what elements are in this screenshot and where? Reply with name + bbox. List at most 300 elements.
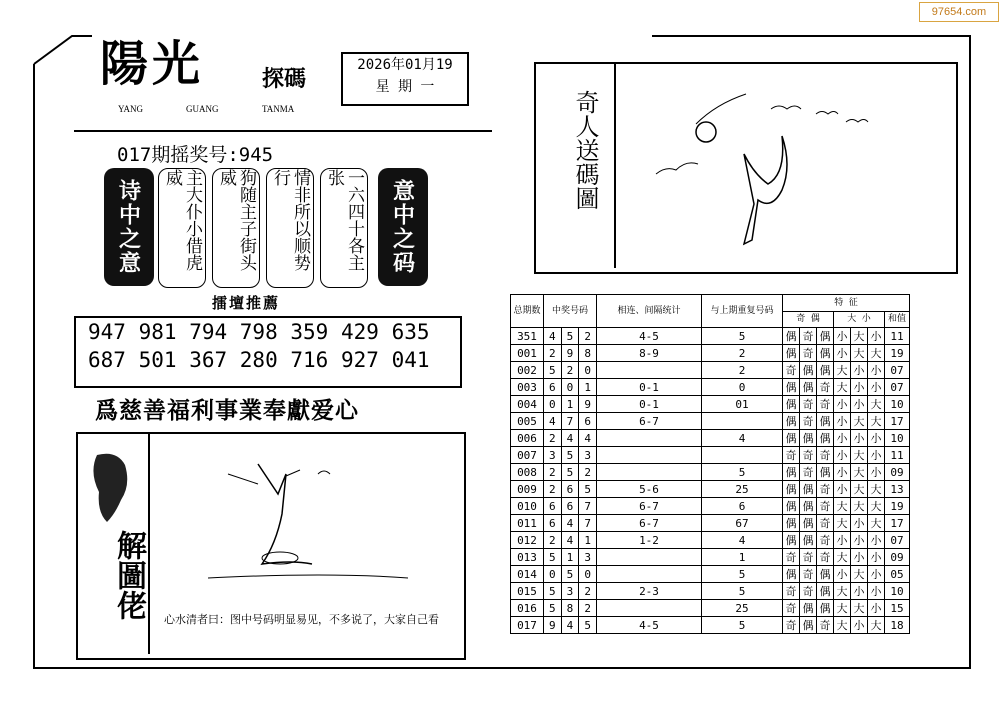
table-row <box>511 430 910 447</box>
big-small-cell: 小 <box>834 345 851 362</box>
poem-right-badge: 意中之码 <box>378 168 428 286</box>
number-digit-cell: 4 <box>579 430 597 447</box>
big-small-cell: 小 <box>868 328 885 345</box>
number-digit-cell: 2 <box>544 481 562 498</box>
big-small-cell: 大 <box>834 617 851 634</box>
odd-even-cell: 奇 <box>817 498 834 515</box>
odd-even-cell: 偶 <box>800 430 817 447</box>
table-row <box>511 464 910 481</box>
sum-cell: 10 <box>885 396 910 413</box>
odd-even-cell: 奇 <box>817 481 834 498</box>
big-small-cell: 大 <box>851 413 868 430</box>
repeat-cell: 5 <box>702 328 783 345</box>
big-small-cell: 大 <box>834 583 851 600</box>
number-digit-cell: 0 <box>544 566 562 583</box>
big-small-cell: 小 <box>851 532 868 549</box>
link-cell: 4-5 <box>597 617 702 634</box>
big-small-cell: 大 <box>834 379 851 396</box>
table-row <box>511 481 910 498</box>
number-digit-cell: 2 <box>544 430 562 447</box>
page-subtitle: 探碼 <box>262 66 307 92</box>
clue-text: 心水清者曰：图中号码明显易见，不多说了，大家自己看 <box>164 613 439 626</box>
sum-cell: 17 <box>885 515 910 532</box>
link-cell: 8-9 <box>597 345 702 362</box>
big-small-cell: 小 <box>868 600 885 617</box>
number-digit-cell: 3 <box>579 447 597 464</box>
sum-cell: 18 <box>885 617 910 634</box>
link-cell <box>597 566 702 583</box>
number-digit-cell: 6 <box>544 379 562 396</box>
table-row <box>511 600 910 617</box>
odd-even-cell: 偶 <box>783 345 800 362</box>
big-small-cell: 大 <box>834 549 851 566</box>
odd-even-cell: 偶 <box>783 328 800 345</box>
draw-label: 017期摇奖号: <box>117 144 239 166</box>
sum-cell: 09 <box>885 549 910 566</box>
charity-slogan: 爲慈善福利事業奉獻爱心 <box>95 397 359 424</box>
table-row <box>511 566 910 583</box>
repeat-cell: 25 <box>702 481 783 498</box>
number-digit-cell: 4 <box>561 515 579 532</box>
odd-even-cell: 偶 <box>817 413 834 430</box>
number-digit-cell: 8 <box>561 600 579 617</box>
sum-cell: 19 <box>885 345 910 362</box>
big-small-cell: 大 <box>851 345 868 362</box>
col-repeat: 与上期重复号码 <box>702 295 783 328</box>
recommend-number: 429 <box>340 320 379 344</box>
period-cell: 004 <box>511 396 544 413</box>
table-row <box>511 498 910 515</box>
col-sum: 和值 <box>885 311 910 328</box>
number-digit-cell: 1 <box>579 532 597 549</box>
recommend-number: 041 <box>391 348 430 372</box>
recommend-numbers-box <box>74 316 462 388</box>
big-small-cell: 大 <box>834 600 851 617</box>
number-digit-cell: 0 <box>579 566 597 583</box>
big-small-cell: 大 <box>834 498 851 515</box>
big-small-cell: 大 <box>851 481 868 498</box>
number-digit-cell: 4 <box>544 328 562 345</box>
big-small-cell: 小 <box>851 617 868 634</box>
link-cell: 6-7 <box>597 515 702 532</box>
number-digit-cell: 9 <box>561 345 579 362</box>
sun-deer-sketch <box>636 74 936 254</box>
big-small-cell: 大 <box>868 515 885 532</box>
link-cell <box>597 464 702 481</box>
link-cell <box>597 549 702 566</box>
big-small-cell: 小 <box>834 328 851 345</box>
picture-divider <box>148 434 150 654</box>
table-row <box>511 515 910 532</box>
link-cell <box>597 430 702 447</box>
sum-cell: 10 <box>885 430 910 447</box>
odd-even-cell: 偶 <box>783 464 800 481</box>
big-small-cell: 大 <box>851 600 868 617</box>
table-row <box>511 413 910 430</box>
recommend-label: 擂壇推薦 <box>212 294 281 312</box>
period-cell: 005 <box>511 413 544 430</box>
number-digit-cell: 5 <box>579 617 597 634</box>
number-digit-cell: 3 <box>544 447 562 464</box>
big-small-cell: 小 <box>834 430 851 447</box>
odd-even-cell: 偶 <box>800 515 817 532</box>
recommend-number: 280 <box>239 348 278 372</box>
period-cell: 351 <box>511 328 544 345</box>
odd-even-cell: 奇 <box>783 447 800 464</box>
recommend-number: 947 <box>88 320 126 344</box>
link-cell: 0-1 <box>597 379 702 396</box>
big-small-cell: 小 <box>851 583 868 600</box>
pinyin-guang: GUANG <box>186 104 219 114</box>
number-digit-cell: 4 <box>544 413 562 430</box>
table-row <box>511 549 910 566</box>
sum-cell: 07 <box>885 532 910 549</box>
number-digit-cell: 5 <box>579 481 597 498</box>
link-cell: 6-7 <box>597 413 702 430</box>
recommend-number: 794 <box>189 320 228 344</box>
odd-even-cell: 奇 <box>800 566 817 583</box>
big-small-cell: 小 <box>868 379 885 396</box>
repeat-cell: 1 <box>702 549 783 566</box>
period-cell: 011 <box>511 515 544 532</box>
big-small-cell: 大 <box>851 447 868 464</box>
number-digit-cell: 2 <box>561 362 579 379</box>
period-cell: 013 <box>511 549 544 566</box>
big-small-cell: 大 <box>868 498 885 515</box>
link-cell <box>597 447 702 464</box>
odd-even-cell: 偶 <box>783 379 800 396</box>
repeat-cell: 4 <box>702 430 783 447</box>
big-small-cell: 小 <box>834 481 851 498</box>
odd-even-cell: 奇 <box>817 447 834 464</box>
odd-even-cell: 偶 <box>783 566 800 583</box>
odd-even-cell: 奇 <box>800 328 817 345</box>
odd-even-cell: 奇 <box>800 549 817 566</box>
big-small-cell: 小 <box>834 566 851 583</box>
period-cell: 002 <box>511 362 544 379</box>
page-title: 陽光 <box>100 36 205 92</box>
number-digit-cell: 7 <box>561 413 579 430</box>
sum-cell: 07 <box>885 379 910 396</box>
odd-even-cell: 偶 <box>817 345 834 362</box>
period-cell: 007 <box>511 447 544 464</box>
big-small-cell: 小 <box>868 532 885 549</box>
poem-column: 主大仆小借虎威 <box>158 168 206 288</box>
number-digit-cell: 0 <box>561 379 579 396</box>
number-digit-cell: 2 <box>544 345 562 362</box>
link-cell: 6-7 <box>597 498 702 515</box>
picture-divider <box>614 64 616 268</box>
recommend-number: 635 <box>391 320 430 344</box>
odd-even-cell: 奇 <box>800 396 817 413</box>
big-small-cell: 小 <box>868 464 885 481</box>
table-row <box>511 328 910 345</box>
sum-cell: 11 <box>885 447 910 464</box>
number-digit-cell: 1 <box>561 549 579 566</box>
big-small-cell: 大 <box>868 345 885 362</box>
ink-blot <box>92 450 132 530</box>
col-link: 相连、间隔统计 <box>597 295 702 328</box>
period-cell: 001 <box>511 345 544 362</box>
big-small-cell: 小 <box>851 549 868 566</box>
big-small-cell: 小 <box>868 430 885 447</box>
poem-left-badge: 诗中之意 <box>104 168 154 286</box>
number-digit-cell: 4 <box>561 430 579 447</box>
number-digit-cell: 9 <box>579 396 597 413</box>
repeat-cell: 67 <box>702 515 783 532</box>
number-digit-cell: 2 <box>579 600 597 617</box>
odd-even-cell: 奇 <box>817 396 834 413</box>
odd-even-cell: 偶 <box>783 498 800 515</box>
big-small-cell: 大 <box>868 481 885 498</box>
number-digit-cell: 0 <box>544 396 562 413</box>
number-digit-cell: 6 <box>544 498 562 515</box>
number-digit-cell: 3 <box>579 549 597 566</box>
period-cell: 016 <box>511 600 544 617</box>
date-text: 2026年01月19 <box>357 57 453 73</box>
link-cell: 1-2 <box>597 532 702 549</box>
table-row <box>511 362 910 379</box>
number-digit-cell: 2 <box>579 583 597 600</box>
big-small-cell: 小 <box>834 396 851 413</box>
odd-even-cell: 奇 <box>817 617 834 634</box>
big-small-cell: 大 <box>851 498 868 515</box>
repeat-cell: 01 <box>702 396 783 413</box>
number-digit-cell: 6 <box>561 498 579 515</box>
table-body <box>511 328 910 634</box>
table-row <box>511 532 910 549</box>
odd-even-cell: 偶 <box>783 413 800 430</box>
repeat-cell: 0 <box>702 379 783 396</box>
number-digit-cell: 0 <box>579 362 597 379</box>
period-cell: 006 <box>511 430 544 447</box>
period-cell: 008 <box>511 464 544 481</box>
weekday-text: 星 期 一 <box>375 79 435 95</box>
table-row <box>511 379 910 396</box>
tree-sketch <box>208 454 448 584</box>
odd-even-cell: 奇 <box>783 600 800 617</box>
sum-cell: 19 <box>885 498 910 515</box>
odd-even-cell: 偶 <box>783 532 800 549</box>
number-digit-cell: 5 <box>561 447 579 464</box>
odd-even-cell: 奇 <box>800 583 817 600</box>
number-digit-cell: 1 <box>561 396 579 413</box>
repeat-cell <box>702 413 783 430</box>
big-small-cell: 小 <box>868 566 885 583</box>
number-digit-cell: 6 <box>561 481 579 498</box>
odd-even-cell: 偶 <box>817 362 834 379</box>
repeat-cell: 25 <box>702 600 783 617</box>
big-small-cell: 小 <box>834 532 851 549</box>
odd-even-cell: 奇 <box>817 549 834 566</box>
table-row <box>511 617 910 634</box>
col-features: 特 征 <box>783 295 910 312</box>
recommend-number: 927 <box>340 348 379 372</box>
sum-cell: 13 <box>885 481 910 498</box>
odd-even-cell: 奇 <box>783 617 800 634</box>
number-digit-cell: 2 <box>544 464 562 481</box>
recommend-row <box>76 318 460 346</box>
big-small-cell: 小 <box>851 430 868 447</box>
repeat-cell: 5 <box>702 464 783 481</box>
draw-value: 945 <box>238 144 274 166</box>
odd-even-cell: 奇 <box>783 362 800 379</box>
number-digit-cell: 5 <box>544 600 562 617</box>
big-small-cell: 大 <box>851 328 868 345</box>
number-digit-cell: 5 <box>544 583 562 600</box>
period-cell: 009 <box>511 481 544 498</box>
big-small-cell: 大 <box>851 566 868 583</box>
odd-even-cell: 偶 <box>800 498 817 515</box>
repeat-cell <box>702 447 783 464</box>
big-small-cell: 小 <box>868 362 885 379</box>
poem-column: 一六四十各主张 <box>320 168 368 288</box>
link-cell <box>597 600 702 617</box>
number-digit-cell: 3 <box>561 583 579 600</box>
odd-even-cell: 偶 <box>800 617 817 634</box>
number-digit-cell: 1 <box>579 379 597 396</box>
number-digit-cell: 5 <box>544 362 562 379</box>
period-cell: 015 <box>511 583 544 600</box>
number-digit-cell: 5 <box>544 549 562 566</box>
period-cell: 017 <box>511 617 544 634</box>
number-digit-cell: 7 <box>579 515 597 532</box>
big-small-cell: 大 <box>868 413 885 430</box>
history-table <box>510 294 910 634</box>
sum-cell: 11 <box>885 328 910 345</box>
sum-cell: 17 <box>885 413 910 430</box>
sum-cell: 05 <box>885 566 910 583</box>
repeat-cell: 6 <box>702 498 783 515</box>
number-digit-cell: 5 <box>561 464 579 481</box>
odd-even-cell: 偶 <box>783 396 800 413</box>
recommend-number: 687 <box>88 348 126 372</box>
pinyin-yang: YANG <box>118 104 144 114</box>
odd-even-cell: 偶 <box>817 328 834 345</box>
number-digit-cell: 9 <box>544 617 562 634</box>
repeat-cell: 5 <box>702 617 783 634</box>
repeat-cell: 5 <box>702 583 783 600</box>
odd-even-cell: 偶 <box>817 430 834 447</box>
odd-even-cell: 偶 <box>817 464 834 481</box>
big-small-cell: 小 <box>834 413 851 430</box>
repeat-cell: 4 <box>702 532 783 549</box>
odd-even-cell: 偶 <box>800 481 817 498</box>
number-digit-cell: 5 <box>561 328 579 345</box>
big-small-cell: 小 <box>868 583 885 600</box>
recommend-number: 367 <box>189 348 228 372</box>
number-digit-cell: 6 <box>579 413 597 430</box>
recommend-number: 716 <box>290 348 329 372</box>
big-small-cell: 小 <box>851 396 868 413</box>
big-small-cell: 小 <box>834 464 851 481</box>
link-cell: 4-5 <box>597 328 702 345</box>
period-cell: 003 <box>511 379 544 396</box>
big-small-cell: 大 <box>868 396 885 413</box>
recommend-row <box>76 346 460 374</box>
big-small-cell: 大 <box>868 617 885 634</box>
big-small-cell: 大 <box>834 362 851 379</box>
header-divider <box>74 130 492 132</box>
table-row <box>511 396 910 413</box>
big-small-cell: 小 <box>868 447 885 464</box>
odd-even-cell: 奇 <box>800 464 817 481</box>
repeat-cell: 2 <box>702 345 783 362</box>
right-picture-label: 奇人送碼圖 <box>571 90 599 210</box>
repeat-cell: 5 <box>702 566 783 583</box>
number-digit-cell: 2 <box>579 328 597 345</box>
col-big-small: 大 小 <box>834 311 885 328</box>
number-digit-cell: 7 <box>579 498 597 515</box>
pinyin-tanma: TANMA <box>262 104 295 114</box>
big-small-cell: 大 <box>851 464 868 481</box>
link-cell <box>597 362 702 379</box>
big-small-cell: 大 <box>834 515 851 532</box>
number-digit-cell: 2 <box>579 464 597 481</box>
big-small-cell: 小 <box>834 447 851 464</box>
odd-even-cell: 奇 <box>800 447 817 464</box>
watermark: 97654.com <box>919 2 999 22</box>
recommend-number: 798 <box>239 320 278 344</box>
link-cell: 2-3 <box>597 583 702 600</box>
odd-even-cell: 奇 <box>817 532 834 549</box>
recommend-number: 359 <box>290 320 329 344</box>
col-odd-even: 奇 偶 <box>783 311 834 328</box>
odd-even-cell: 偶 <box>783 515 800 532</box>
period-cell: 010 <box>511 498 544 515</box>
table-row <box>511 345 910 362</box>
odd-even-cell: 偶 <box>800 379 817 396</box>
number-digit-cell: 2 <box>544 532 562 549</box>
sum-cell: 10 <box>885 583 910 600</box>
odd-even-cell: 奇 <box>800 345 817 362</box>
table-row <box>511 583 910 600</box>
poem-column: 情非所以顺势行 <box>266 168 314 288</box>
draw-number <box>117 140 273 167</box>
number-digit-cell: 5 <box>561 566 579 583</box>
odd-even-cell: 偶 <box>817 583 834 600</box>
big-small-cell: 小 <box>851 515 868 532</box>
number-digit-cell: 8 <box>579 345 597 362</box>
period-cell: 012 <box>511 532 544 549</box>
period-cell: 014 <box>511 566 544 583</box>
odd-even-cell: 偶 <box>800 532 817 549</box>
recommend-number: 981 <box>138 320 177 344</box>
odd-even-cell: 奇 <box>817 379 834 396</box>
number-digit-cell: 6 <box>544 515 562 532</box>
date-box <box>341 52 469 106</box>
odd-even-cell: 偶 <box>817 566 834 583</box>
odd-even-cell: 奇 <box>800 413 817 430</box>
sum-cell: 07 <box>885 362 910 379</box>
repeat-cell: 2 <box>702 362 783 379</box>
number-digit-cell: 4 <box>561 532 579 549</box>
sum-cell: 15 <box>885 600 910 617</box>
table-row <box>511 447 910 464</box>
poem-column: 狗随主子街头威 <box>212 168 260 288</box>
big-small-cell: 小 <box>868 549 885 566</box>
link-cell: 5-6 <box>597 481 702 498</box>
odd-even-cell: 奇 <box>817 515 834 532</box>
col-numbers: 中奖号码 <box>544 295 597 328</box>
odd-even-cell: 偶 <box>800 600 817 617</box>
number-digit-cell: 4 <box>561 617 579 634</box>
recommend-number: 501 <box>138 348 177 372</box>
odd-even-cell: 偶 <box>817 600 834 617</box>
sum-cell: 09 <box>885 464 910 481</box>
big-small-cell: 小 <box>851 362 868 379</box>
col-period: 总期数 <box>511 295 544 328</box>
